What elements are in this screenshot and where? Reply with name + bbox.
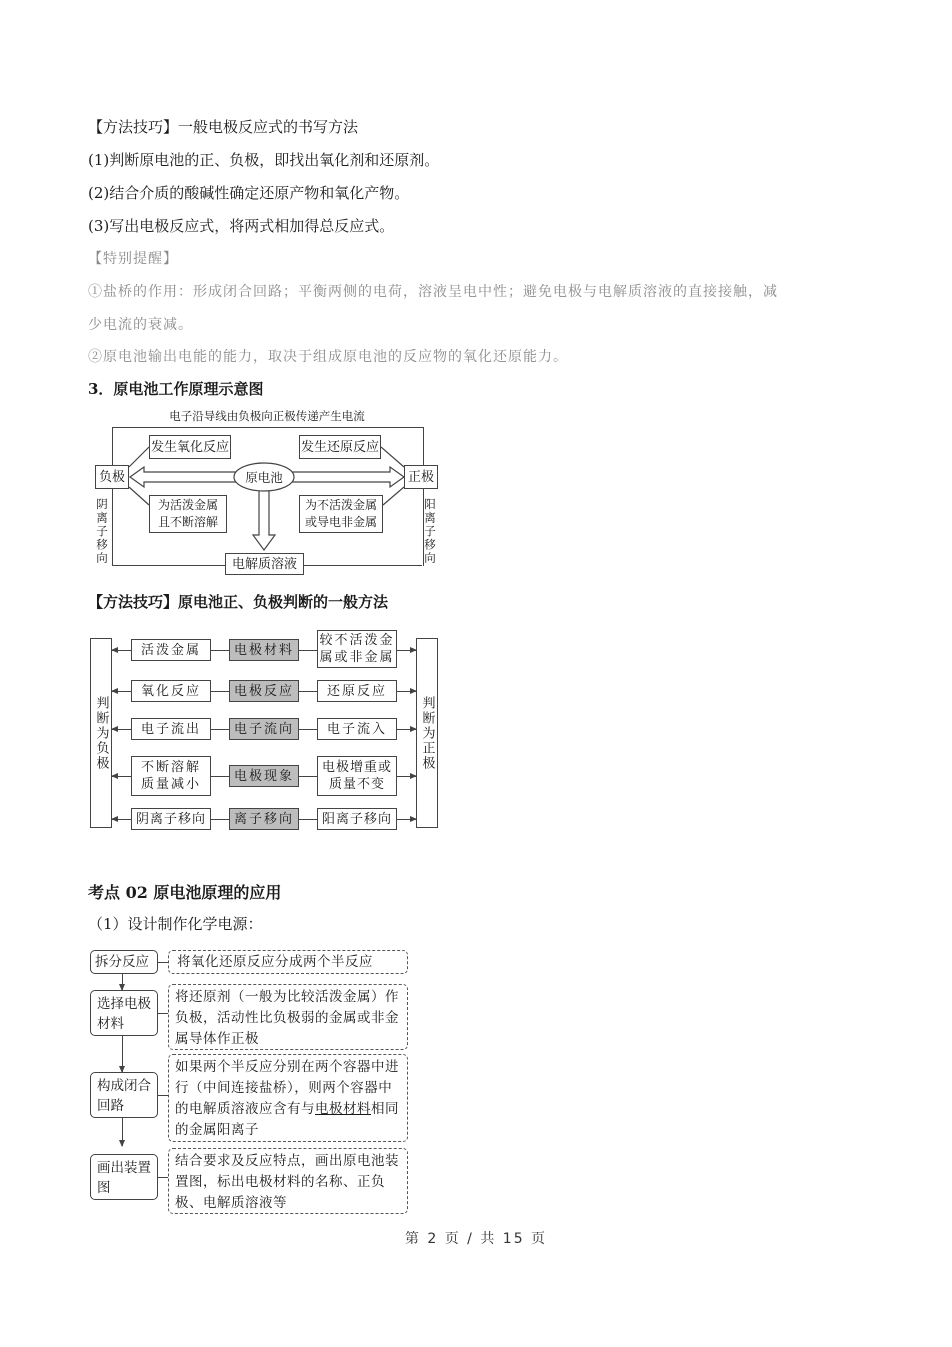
criterion-cell: 电子流向 [229, 718, 299, 740]
method-tips-2-heading: 【方法技巧】原电池正、负极判断的一般方法 [88, 593, 389, 611]
flow-arrow [122, 974, 123, 990]
flow-desc-draw: 结合要求及反应特点，画出原电池装置图，标出电极材料的名称、正负极、电解质溶液等 [168, 1148, 408, 1214]
criterion-cell: 电极材料 [229, 639, 299, 661]
step-3: (3)写出电极反应式，将两式相加得总反应式。 [88, 217, 395, 235]
oxidation-box: 发生氧化反应 [149, 435, 231, 459]
method-tips-heading: 【方法技巧】一般电极反应式的书写方法 [88, 118, 359, 136]
flow-step-draw: 画出装置图 [90, 1154, 158, 1200]
left-cell: 阴离子移向 [131, 808, 211, 830]
connector [158, 1013, 168, 1014]
connector [211, 650, 229, 651]
arrow-right [397, 729, 416, 730]
working-principle-diagram [92, 405, 442, 575]
judge-positive-label: 判断为正极 [416, 638, 438, 828]
right-cell: 电极增重或 质量不变 [317, 756, 397, 796]
criterion-cell: 离子移向 [229, 808, 299, 830]
flow-desc-split: 将氧化还原反应分成两个半反应 [168, 950, 408, 974]
kaodian-02-subtitle: （1）设计制作化学电源： [88, 915, 263, 933]
criterion-cell: 电极现象 [229, 765, 299, 787]
inactive-metal-box: 为不活泼金属 或导电非金属 [299, 495, 383, 533]
connector [158, 962, 168, 963]
arrow-left [112, 729, 131, 730]
judge-negative-label: 判断为负极 [90, 638, 112, 828]
kaodian-02-title: 考点 02 原电池原理的应用 [88, 883, 282, 902]
galvanic-cell-label: 原电池 [245, 470, 283, 485]
arrow-right [397, 776, 416, 777]
arrow-left [112, 819, 131, 820]
flow-arrow [122, 1118, 123, 1146]
reminder-item-1: ①盐桥的作用：形成闭合回路；平衡两侧的电荷，溶液呈电中性；避免电极与电解质溶液的直接接触，减 [88, 284, 778, 300]
right-cell: 较不活泼金 属或非金属 [317, 630, 397, 668]
special-reminder-heading: 【特别提醒】 [88, 251, 178, 267]
anion-move-label: 阴离子移向 [95, 498, 109, 566]
left-cell: 不断溶解 质量减小 [131, 756, 211, 796]
left-cell: 电子流出 [131, 718, 211, 740]
arrow-right [397, 819, 416, 820]
positive-electrode: 正极 [404, 465, 438, 489]
top-label: 电子沿导线由负极向正极传递产生电流 [169, 409, 365, 423]
connector [299, 650, 317, 651]
negative-electrode: 负极 [95, 465, 129, 489]
arrow-left [112, 691, 131, 692]
left-cell: 活泼金属 [131, 639, 211, 661]
connector [299, 729, 317, 730]
connector [299, 776, 317, 777]
connector-lines [92, 405, 442, 575]
arrow-right [397, 691, 416, 692]
arrow-left [112, 776, 131, 777]
reminder-item-2: ②原电池输出电能的能力，取决于组成原电池的反应物的氧化还原能力。 [88, 349, 568, 365]
arrow-left [112, 650, 131, 651]
step-2: (2)结合介质的酸碱性确定还原产物和氧化产物。 [88, 184, 410, 202]
right-cell: 电子流入 [317, 718, 397, 740]
electrolyte-box: 电解质溶液 [225, 553, 304, 575]
connector [211, 776, 229, 777]
reminder-item-1-cont: 少电流的衰减。 [88, 317, 193, 333]
step-1: (1)判断原电池的正、负极，即找出氧化剂和还原剂。 [88, 151, 440, 169]
connector [211, 691, 229, 692]
connector [299, 819, 317, 820]
left-cell: 氧化反应 [131, 680, 211, 702]
section-3-title: 3．原电池工作原理示意图 [88, 380, 264, 398]
flow-desc-circuit: 如果两个半反应分别在两个容器中进行（中间连接盐桥），则两个容器中的电解质溶液应含有与电极材料相同的金属阳离子 [168, 1054, 408, 1142]
connector [158, 1095, 168, 1096]
active-metal-box: 为活泼金属 且不断溶解 [149, 495, 227, 533]
page-number: 第 2 页 / 共 15 页 [404, 1231, 548, 1247]
flow-arrow [122, 1036, 123, 1072]
flow-desc-materials: 将还原剂（一般为比较活泼金属）作负极，活动性比负极弱的金属或非金属导体作正极 [168, 984, 408, 1050]
flow-step-split: 拆分反应 [90, 950, 158, 974]
design-flowchart [88, 950, 410, 1220]
connector [211, 729, 229, 730]
criterion-cell: 电极反应 [229, 680, 299, 702]
right-cell: 还原反应 [317, 680, 397, 702]
reduction-box: 发生还原反应 [299, 435, 381, 459]
flow-step-circuit: 构成闭合回路 [90, 1072, 158, 1118]
right-cell: 阳离子移向 [317, 808, 397, 830]
arrow-right [397, 650, 416, 651]
connector [158, 1177, 168, 1178]
connector [299, 691, 317, 692]
connector [211, 819, 229, 820]
cation-move-label: 阳离子移向 [423, 498, 437, 566]
flow-step-materials: 选择电极材料 [90, 990, 158, 1036]
electrode-judgment-diagram [90, 630, 440, 830]
